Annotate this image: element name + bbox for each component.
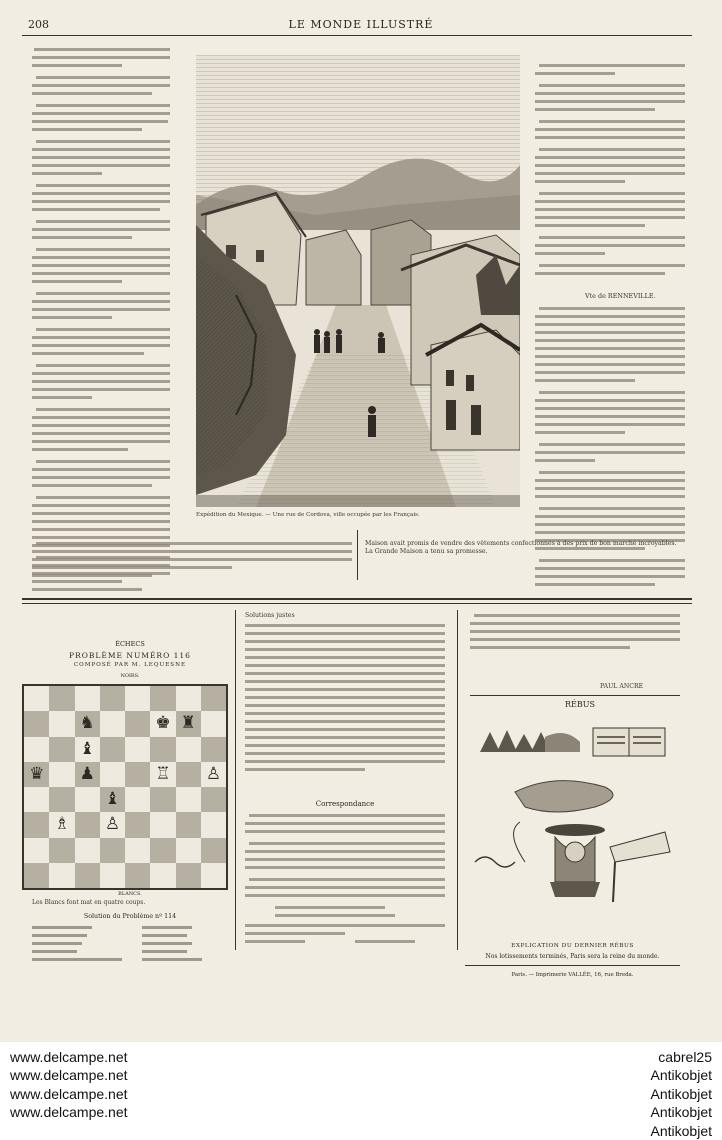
rebus-signature: PAUL ANCRE xyxy=(600,683,644,690)
board-square xyxy=(49,686,75,712)
section-rule-thin xyxy=(22,603,692,604)
composer: COMPOSÉ PAR M. LEQUESNE xyxy=(73,662,187,668)
chess-piece-icon: ♙ xyxy=(205,763,222,784)
middle-text xyxy=(365,540,685,580)
board-square xyxy=(24,787,50,813)
board-square xyxy=(125,711,151,737)
board-square xyxy=(201,838,227,864)
watermark-footer xyxy=(0,1042,722,1139)
board-square xyxy=(49,711,75,737)
column-rule xyxy=(357,530,358,580)
board-square xyxy=(100,762,126,788)
chess-piece-icon: ♞ xyxy=(79,713,95,734)
board-square xyxy=(100,686,126,712)
signature: Vte de RENNEVILLE. xyxy=(585,292,656,300)
board-square xyxy=(49,737,75,763)
page-number: 208 xyxy=(28,18,49,31)
correspondance-title: Correspondance xyxy=(315,800,375,808)
watermark-left xyxy=(10,1048,128,1122)
board-square xyxy=(176,838,202,864)
board-square xyxy=(201,812,227,838)
correspondance-lines xyxy=(245,812,445,952)
board-square xyxy=(176,686,202,712)
board-square xyxy=(201,711,227,737)
solution-title: Solution du Problème nº 114 xyxy=(83,913,177,920)
street-scene-image xyxy=(196,55,520,507)
rebus-drawing xyxy=(465,712,680,922)
board-square xyxy=(201,686,227,712)
watermark-right-line: Antikobjet xyxy=(650,1104,712,1121)
top-label: NOIRS. xyxy=(120,673,140,679)
rebus-column-rule xyxy=(457,610,458,950)
middle-paragraph: Maison avait promis de vendre des vêtements confectionnés à des prix de bon marché incroyables. La Grande Maison a tenu sa promesse. xyxy=(365,540,677,556)
engraving-caption: Expédition du Mexique. — Une rue de Cordova, ville occupée par les Français. xyxy=(196,512,420,518)
rebus-bottom-rule xyxy=(465,965,680,966)
board-square xyxy=(201,787,227,813)
watermark-left-line: www.delcampe.net xyxy=(10,1049,128,1065)
board-square xyxy=(125,787,151,813)
solution-moves xyxy=(32,924,232,974)
chess-piece-icon: ♚ xyxy=(155,713,171,734)
solutions-lines xyxy=(245,622,445,782)
board-square xyxy=(75,812,101,838)
board-square xyxy=(24,711,50,737)
chess-piece-icon: ♖ xyxy=(155,763,171,784)
watermark-left-line: www.delcampe.net xyxy=(10,1085,128,1102)
solution-lines xyxy=(32,924,232,974)
board-square xyxy=(24,812,50,838)
board-square xyxy=(150,686,176,712)
chess-piece-icon: ♛ xyxy=(29,763,45,784)
chess-piece-icon: ♝ xyxy=(79,738,95,759)
board-square xyxy=(24,838,50,864)
board-square xyxy=(176,787,202,813)
rebus-explanation-title: EXPLICATION DU DERNIER RÉBUS xyxy=(511,943,634,949)
echecs-heading: ÉCHECS xyxy=(115,640,145,648)
board-square xyxy=(150,838,176,864)
chess-piece-icon: ♟ xyxy=(79,763,95,784)
rebus-top-lines xyxy=(470,612,680,662)
correspondance-text xyxy=(245,812,445,952)
board-square xyxy=(100,863,126,889)
board-square xyxy=(150,812,176,838)
watermark-right-line: Antikobjet xyxy=(650,1067,712,1084)
board-square xyxy=(100,737,126,763)
watermark-right-line: Antikobjet xyxy=(650,1122,712,1139)
watermark-left-line: www.delcampe.net xyxy=(10,1104,128,1121)
board-square xyxy=(75,686,101,712)
chess-piece-icon: ♙ xyxy=(104,814,121,835)
engraving-illustration xyxy=(196,55,520,507)
board-square xyxy=(75,863,101,889)
board-square xyxy=(24,686,50,712)
board-square xyxy=(176,863,202,889)
rebus-rule xyxy=(470,695,680,696)
watermark-left-line: www.delcampe.net xyxy=(10,1067,128,1084)
board-square xyxy=(100,711,126,737)
header-rule xyxy=(22,35,692,36)
solutions-heading: Solutions justes xyxy=(245,612,295,619)
board-square xyxy=(176,812,202,838)
board-square xyxy=(125,812,151,838)
page-header xyxy=(22,16,700,36)
board-square xyxy=(125,686,151,712)
board-square xyxy=(49,863,75,889)
chess-piece-icon: ♜ xyxy=(180,713,196,734)
left-bottom-text xyxy=(32,540,352,580)
chess-board xyxy=(22,684,228,890)
board-square xyxy=(125,762,151,788)
bottom-label: BLANCS. xyxy=(118,891,142,897)
board-square xyxy=(100,838,126,864)
board-square xyxy=(49,787,75,813)
board-square xyxy=(150,737,176,763)
left-column-lines xyxy=(32,46,172,596)
board-square xyxy=(176,762,202,788)
board-square xyxy=(150,863,176,889)
left-column-text xyxy=(32,46,172,596)
mate-condition: Les Blancs font mat en quatre coups. xyxy=(32,899,146,906)
chess-piece-icon: ♗ xyxy=(54,814,70,835)
watermark-right-line: Antikobjet xyxy=(650,1085,712,1102)
board-square xyxy=(24,863,50,889)
left-bottom-lines xyxy=(32,540,352,580)
rebus-top-text xyxy=(470,612,680,662)
board-square xyxy=(201,863,227,889)
rebus-illustration xyxy=(465,712,680,922)
watermark-right xyxy=(651,1048,712,1140)
journal-title: LE MONDE ILLUSTRÉ xyxy=(288,18,434,31)
board-square xyxy=(24,737,50,763)
section-rule xyxy=(22,598,692,600)
board-square xyxy=(125,737,151,763)
board-square xyxy=(49,838,75,864)
board-square xyxy=(125,838,151,864)
board-square xyxy=(75,838,101,864)
board-square xyxy=(75,787,101,813)
watermark-right-line: cabrel25 xyxy=(658,1049,712,1065)
board-square xyxy=(201,737,227,763)
rebus-title: RÉBUS xyxy=(565,700,595,709)
printer-line: Paris. — Imprimerie VALLÉE, 16, rue Breda. xyxy=(511,972,634,978)
board-square xyxy=(176,737,202,763)
board-square xyxy=(150,787,176,813)
problem-title: PROBLÈME NUMÉRO 116 xyxy=(69,651,191,660)
rebus-explanation-text: Nos lotissements terminés, Paris sera la reine du monde. xyxy=(485,953,660,960)
solutions-text xyxy=(245,622,445,782)
chess-piece-icon: ♝ xyxy=(104,789,121,809)
board-square xyxy=(49,762,75,788)
board-square xyxy=(125,863,151,889)
chess-column-rule xyxy=(235,610,236,950)
